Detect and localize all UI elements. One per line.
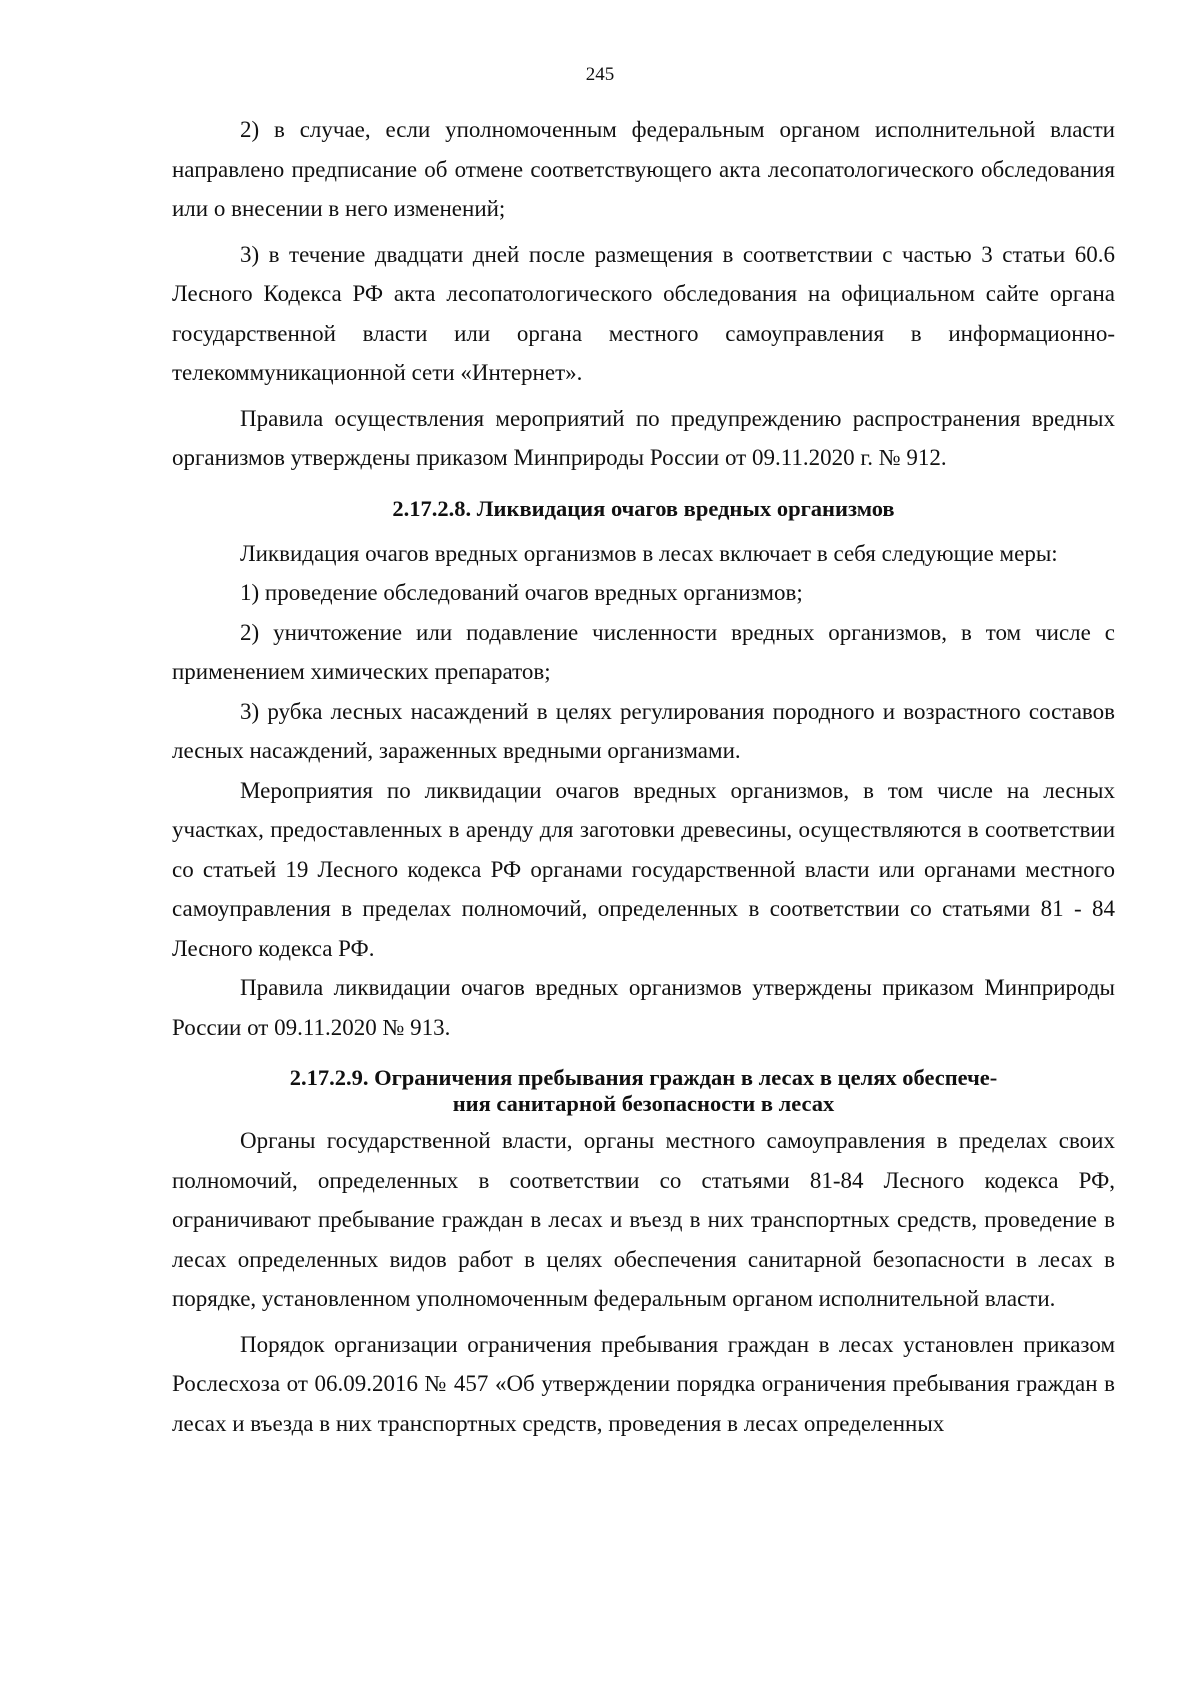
paragraph-rules-prevention: Правила осуществления мероприятий по предупреждению распространения вредных организмов утверждены приказом Минприроды России от 09.11.2020 г. № 912. [172,405,1115,470]
page-number: 245 [585,64,615,85]
paragraph-measure-3: 3) рубка лесных насаждений в целях регулирования породного и возрастного составов лесных насаждений, зараженных вредными организмами. [172,698,1115,763]
paragraph-rules-liquidation: Правила ликвидации очагов вредных организмов утверждены приказом Минприроды России от 09.11.2020 № 913. [172,975,1115,1040]
paragraph-measure-1: 1) проведение обследований очагов вредных организмов; [240,580,803,605]
paragraph-measure-2: 2) уничтожение или подавление численности вредных организмов, в том числе с применением химических препаратов; [172,619,1115,684]
page-content [172,110,1115,1443]
paragraph-item-3: 3) в течение двадцати дней после размещения в соответствии с частью 3 статьи 60.6 Лесного Кодекса РФ акта лесопатологического обследования на официальном сайте органа государственной власти или органа местного самоуправления в информационно-телекоммуникационной сети «Интернет». [172,241,1115,385]
paragraph-restriction-order: Порядок организации ограничения пребывания граждан в лесах установлен приказом Рослесхоза от 06.09.2016 № 457 «Об утверждении порядка ограничения пребывания граждан в лесах и въезда в них транспортных средств, проведения в лесах определенных [172,1331,1115,1436]
paragraph-liquidation-intro: Ликвидация очагов вредных организмов в лесах включает в себя следующие меры: [240,540,1058,566]
paragraph-liquidation-measures: Мероприятия по ликвидации очагов вредных организмов, в том числе на лесных участках, предоставленных в аренду для заготовки древесины, осуществляются в соответствии со статьей 19 Лесного кодекса РФ органами государственной власти или органами местного самоуправления в пределах полномочий, определенных в соответствии со статьями 81 - 84 Лесного кодекса РФ. [172,777,1115,961]
section-heading-line-1: 2.17.2.9. Ограничения пребывания граждан в лесах в целях обеспече- [289,1065,998,1090]
section-heading-2-17-2-8: 2.17.2.8. Ликвидация очагов вредных организмов [392,495,895,521]
paragraph-restrictions: Органы государственной власти, органы местного самоуправления в пределах своих полномочий, определенных в соответствии со статьями 81-84 Лесного кодекса РФ, ограничивают пребывание граждан в лесах и въезд в них транспортных средств, проведение в лесах определенных видов работ в целях обеспечения санитарной безопасности в лесах в порядке, установленном уполномоченным федеральным органом исполнительной власти. [172,1128,1115,1311]
section-heading-2-17-2-9 [172,1065,1115,1117]
paragraph-item-2: 2) в случае, если уполномоченным федеральным органом исполнительной власти направлено предписание об отмене соответствующего акта лесопатологического обследования или о внесении в него изменений; [172,117,1115,221]
section-heading-line-2: ния санитарной безопасности в лесах [452,1091,835,1116]
